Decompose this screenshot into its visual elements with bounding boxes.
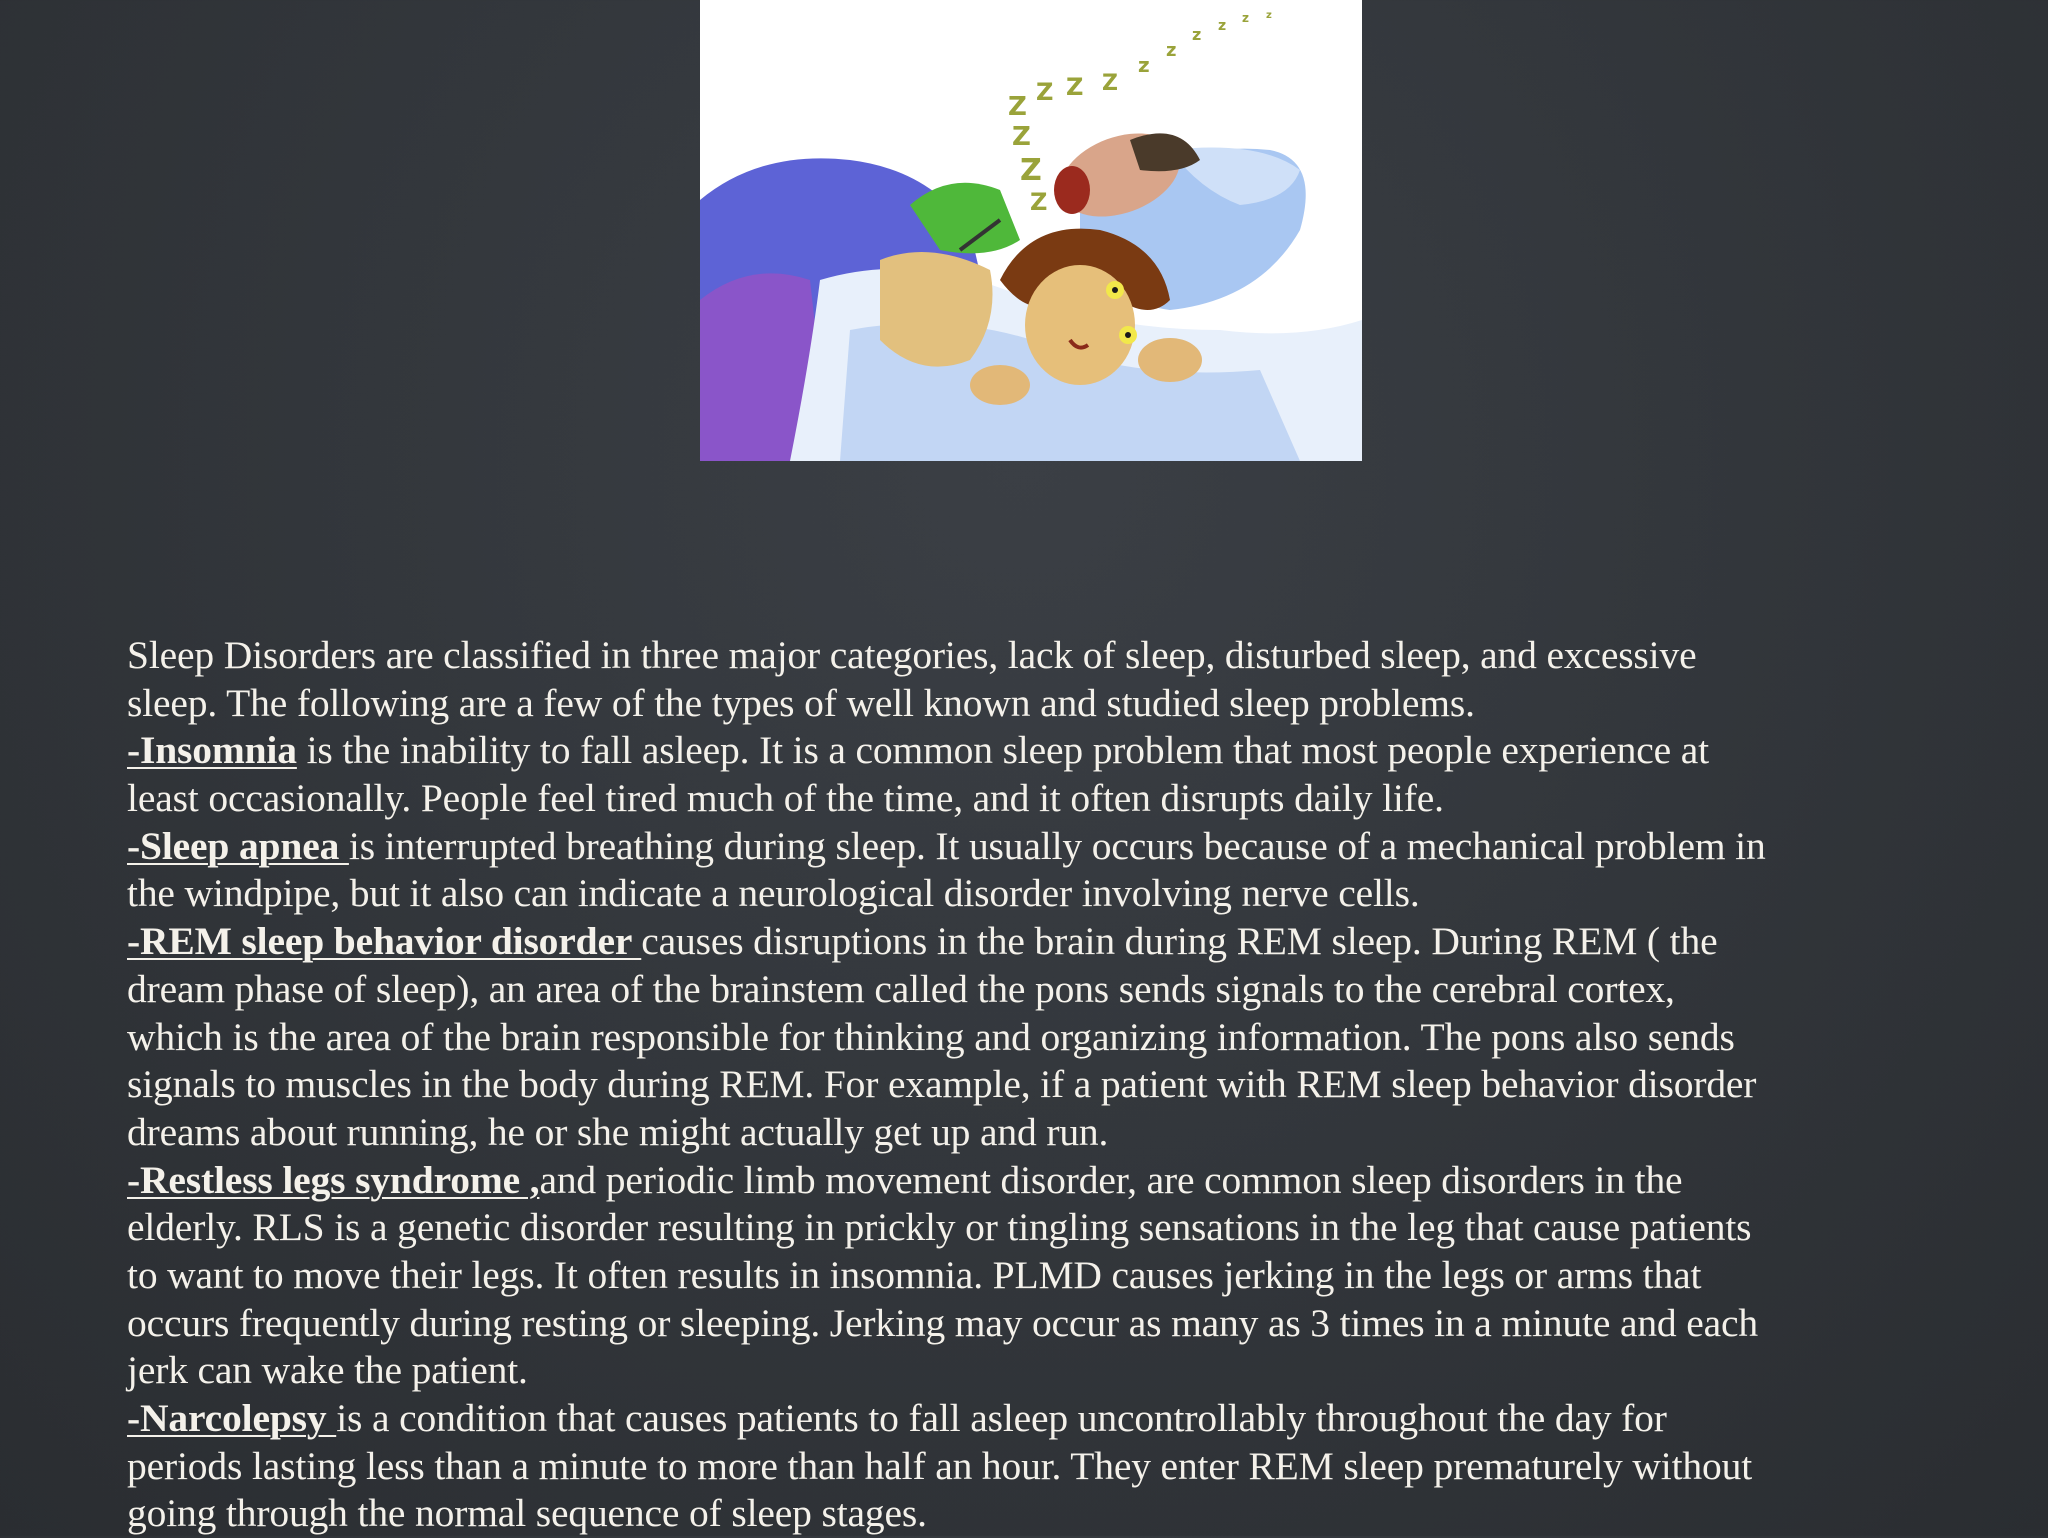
rem-line: which is the area of the brain responsible for thinking and organizing information. The pons also sends — [127, 1014, 1735, 1059]
svg-text:z: z — [1218, 18, 1227, 34]
rls-heading-line — [127, 1157, 1987, 1205]
sleep-illustration — [700, 0, 1362, 461]
narcolepsy-term: -Narcolepsy — [127, 1396, 337, 1440]
sleep-apnea-term: -Sleep apnea — [127, 823, 349, 868]
svg-text:z: z — [1138, 53, 1150, 77]
insomnia-term: -Insomnia — [127, 728, 297, 773]
svg-text:Z: Z — [1012, 122, 1031, 152]
narcolepsy-line: going through the normal sequence of sleep stages. — [127, 1491, 927, 1536]
svg-text:Z: Z — [1036, 78, 1054, 106]
rem-heading-line — [127, 918, 1987, 966]
rem-line: dreams about running, he or she might actually get up and run. — [127, 1109, 1109, 1154]
rls-line: occurs frequently during resting or sleeping. Jerking may occur as many as 3 times in a minute and each — [127, 1300, 1758, 1345]
rem-term: -REM sleep behavior disorder — [127, 919, 642, 964]
svg-text:z: z — [1266, 10, 1272, 21]
sleep-apnea-first-line: is interrupted breathing during sleep. It usually occurs because of a mechanical problem in — [348, 823, 1766, 868]
svg-text:Z: Z — [1008, 92, 1027, 122]
intro-line: sleep. The following are a few of the types of well known and studied sleep problems. — [127, 680, 1475, 725]
rls-line: to want to move their legs. It often results in insomnia. PLMD causes jerking in the legs or arms that — [127, 1252, 1702, 1297]
svg-text:Z: Z — [1020, 153, 1042, 188]
rls-line: jerk can wake the patient. — [127, 1348, 528, 1393]
rls-first-line: and periodic limb movement disorder, are common sleep disorders in the — [539, 1157, 1683, 1202]
svg-text:Z: Z — [1066, 73, 1084, 101]
svg-text:z: z — [1166, 40, 1177, 61]
intro-line: Sleep Disorders are classified in three major categories, lack of sleep, disturbed sleep, and excessive — [127, 633, 1697, 677]
sleep-disorders-text — [127, 632, 1987, 1538]
rls-term: -Restless legs syndrome , — [127, 1157, 540, 1202]
svg-text:z: z — [1192, 25, 1202, 44]
rls-line: elderly. RLS is a genetic disorder resulting in prickly or tingling sensations in the leg that cause patients — [127, 1205, 1752, 1250]
insomnia-first-line: is the inability to fall asleep. It is a common sleep problem that most people experience at — [296, 728, 1709, 773]
insomnia-heading-line — [127, 727, 1987, 775]
sleep-apnea-heading-line — [127, 823, 1987, 871]
narcolepsy-first-line: is a condition that causes patients to fall asleep uncontrollably throughout the day for — [336, 1396, 1667, 1440]
rem-line: dream phase of sleep), an area of the brainstem called the pons sends signals to the cerebral cortex, — [127, 966, 1675, 1011]
narcolepsy-heading-line — [127, 1395, 1987, 1443]
svg-text:z: z — [1242, 11, 1249, 25]
snoring-couple-illustration — [700, 0, 1362, 461]
insomnia-line: least occasionally. People feel tired much of the time, and it often disrupts daily life. — [127, 776, 1444, 821]
narcolepsy-line: periods lasting less than a minute to more than half an hour. They enter REM sleep prematurely without — [127, 1443, 1753, 1488]
rem-line: signals to muscles in the body during REM. For example, if a patient with REM sleep behavior disorder — [127, 1062, 1757, 1107]
sleep-apnea-line: the windpipe, but it also can indicate a neurological disorder involving nerve cells. — [127, 871, 1420, 916]
svg-text:Z: Z — [1102, 71, 1118, 96]
rem-first-line: causes disruptions in the brain during REM sleep. During REM ( the — [641, 919, 1718, 964]
svg-text:Z: Z — [1030, 188, 1048, 216]
